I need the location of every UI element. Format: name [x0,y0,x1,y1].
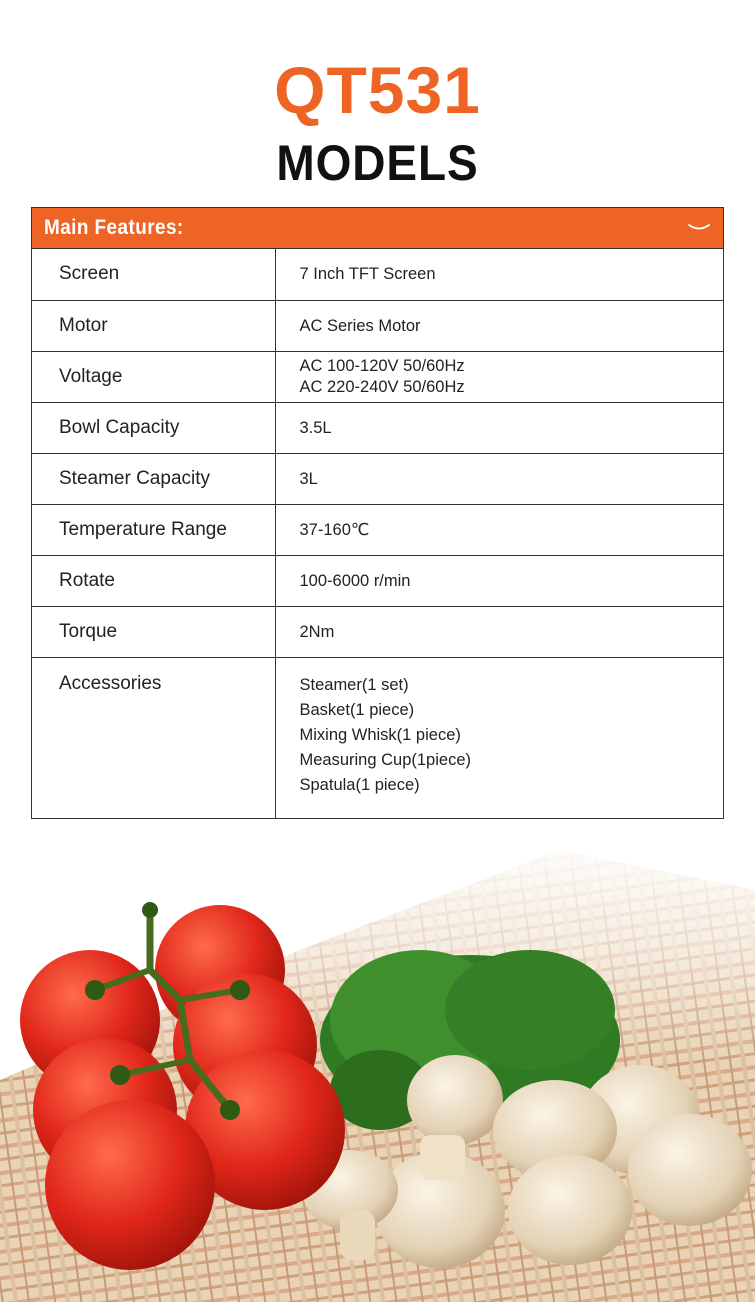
vegetables-photo [0,830,755,1302]
spec-value: 7 Inch TFT Screen [299,265,436,284]
spec-label: Torque [32,606,275,657]
spec-row-steamer-capacity [32,453,723,504]
spec-row-bowl-capacity [32,402,723,453]
spec-value: AC Series Motor [275,300,723,351]
spec-row-voltage [32,351,723,402]
spec-value: AC 100-120V 50/60Hz AC 220-240V 50/60Hz [275,351,723,402]
spec-value: 2Nm [275,606,723,657]
spec-row-torque [32,606,723,657]
spec-row-screen [32,249,723,300]
model-title: QT531 [274,53,481,127]
chevron-down-icon[interactable] [687,221,711,235]
spec-label: Accessories [32,657,275,818]
spec-value: 37-160℃ [275,504,723,555]
spec-label: Steamer Capacity [32,453,275,504]
spec-row-rotate [32,555,723,606]
spec-label: Temperature Range [32,504,275,555]
spec-label: Bowl Capacity [32,402,275,453]
spec-table [32,249,723,818]
spec-label: Motor [32,300,275,351]
spec-row-accessories [32,657,723,818]
spec-value: Steamer(1 set) Basket(1 piece) Mixing Whisk(1 piece) Measuring Cup(1piece) Spatula(1 piece) [275,657,723,818]
spec-label: Screen [32,249,275,300]
main-features-header[interactable] [32,208,723,249]
spec-value: 3.5L [275,402,723,453]
spec-value: 3L [275,453,723,504]
spec-row-motor [32,300,723,351]
main-features-title: Main Features: [44,216,184,239]
spec-row-temperature-range [32,504,723,555]
spec-value: 100-6000 r/min [275,555,723,606]
main-features-panel [31,207,724,819]
spec-label: Voltage [32,351,275,402]
models-subtitle: MODELS [276,135,479,191]
spec-label: Rotate [32,555,275,606]
